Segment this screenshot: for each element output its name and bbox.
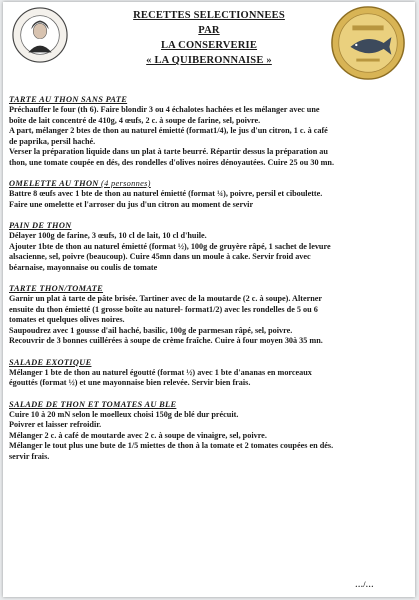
recipe-salade-exotique xyxy=(9,357,409,389)
recipe-text-line: Verser la préparation liquide dans un plat à tarte beurré. Répartir dessus la préparation au xyxy=(9,147,328,156)
recipe-text-line: Poivrer et laisser refroidir. xyxy=(9,420,102,429)
recipe-pain-de-thon xyxy=(9,220,409,273)
recipe-omelette-thon xyxy=(9,178,409,210)
recipe-text-line: thon, une tomate coupée en dés, des rondelles d'olives noires dénoyautées. Cuire 25 ou 30 mn. xyxy=(9,157,335,167)
recipe-text-line: Recouvrir de 3 bonnes cuillérées à soupe de crème fraîche. Cuire à four moyen 30à 35 mn. xyxy=(9,336,323,345)
recipe-text-line: A part, mélanger 2 btes de thon au naturel émietté (format1/4), le jus d'un citron, 1 c. à café xyxy=(9,126,328,135)
page-continuation-mark: …/… xyxy=(355,580,374,589)
recipe-text-line: alsacienne, sel, poivre (beaucoup). Cuire 45mn dans un moule à cake. Servir froid avec xyxy=(9,252,311,261)
document-title xyxy=(111,8,307,68)
recipe-text-line: Ajouter 1bte de thon au naturel émietté (format ½), 100g de gruyère râpé, 1 sachet de levure xyxy=(9,241,331,251)
recipe-text-line: Mélanger le tout plus une bute de 1/5 miettes de thon à la tomate et 2 tomates coupées en dés. xyxy=(9,441,334,450)
recipe-text-line: Mélanger 1 bte de thon au naturel égoutté (format ½) avec 1 bte d'ananas en morceaux xyxy=(9,367,312,377)
recipe-text-line: Faire une omelette et l'arroser du jus d'un citron au moment de servir xyxy=(9,199,254,209)
recipe-text-line: boîte de lait concentré de 410g, 4 œufs, 2 c. à soupe de farine, sel, poivre. xyxy=(9,115,261,125)
recipe-text-line: Cuire 10 à 20 mN selon le moelleux choisi 150g de blé dur précuit. xyxy=(9,409,239,419)
recipe-title: OMELETTE AU THON (4 personnes) xyxy=(9,179,151,188)
recipe-title: PAIN DE THON xyxy=(9,221,72,230)
page-header xyxy=(3,2,415,88)
recipe-page xyxy=(3,2,415,597)
recipe-title: TARTE THON/TOMATE xyxy=(9,284,104,293)
title-line: RECETTES SELECTIONNEES xyxy=(133,10,285,21)
recipe-list xyxy=(9,94,409,472)
recipe-text-line: Délayer 100g de farine, 3 œufs, 10 cl de lait, 10 cl d'huile. xyxy=(9,231,207,240)
recipe-text-line: béarnaise, mayonnaise ou coulis de tomate xyxy=(9,262,158,272)
recipe-title: SALADE EXOTIQUE xyxy=(9,357,92,367)
recipe-text-line: Garnir un plat à tarte de pâte brisée. Tartiner avec de la moutarde (2 c. à soupe). Alterner xyxy=(9,294,323,303)
recipe-text-line: Battre 8 œufs avec 1 bte de thon au naturel émietté (format ¼), poivre, persil et ciboulette. xyxy=(9,189,323,198)
recipe-text-line: égouttés (format ½) et une mayonnaise bien relevée. Servir bien frais. xyxy=(9,378,251,387)
recipe-tarte-thon-sans-pate xyxy=(9,94,409,168)
recipe-text-line: Préchauffer le four (th 6). Faire blondir 3 ou 4 échalotes hachées et les mélanger avec une xyxy=(9,105,320,114)
recipe-text-line: tomates et quelques olives noires. xyxy=(9,315,125,324)
recipe-text-line: servir frais. xyxy=(9,451,50,461)
recipe-text-line: Saupoudrez avec 1 gousse d'ail haché, basilic, 100g de parmesan râpé, sel, poivre. xyxy=(9,325,293,335)
recipe-title: SALADE DE THON ET TOMATES AU BLE xyxy=(9,399,177,409)
recipe-tarte-thon-tomate xyxy=(9,283,409,347)
recipe-text-line: ensuite du thon émietté (1 grosse boîte au naturel- format1/2) avec les rondelles de 5 ou 6 xyxy=(9,304,318,314)
title-line: LA CONSERVERIE xyxy=(160,40,258,51)
recipe-servings-note: (4 personnes) xyxy=(101,179,151,188)
tuna-can-logo xyxy=(329,4,407,82)
conserverie-logo xyxy=(11,6,69,64)
title-line: PAR xyxy=(198,25,220,36)
recipe-text-line: Mélanger 2 c. à café de moutarde avec 2 c. à soupe de vinaigre, sel, poivre. xyxy=(9,430,267,440)
recipe-text-line: de paprika, persil haché. xyxy=(9,136,96,146)
recipe-salade-thon-tomates-ble xyxy=(9,399,409,463)
recipe-title: TARTE AU THON SANS PATE xyxy=(9,95,128,104)
title-line: « LA QUIBERONNAISE » xyxy=(146,55,272,66)
